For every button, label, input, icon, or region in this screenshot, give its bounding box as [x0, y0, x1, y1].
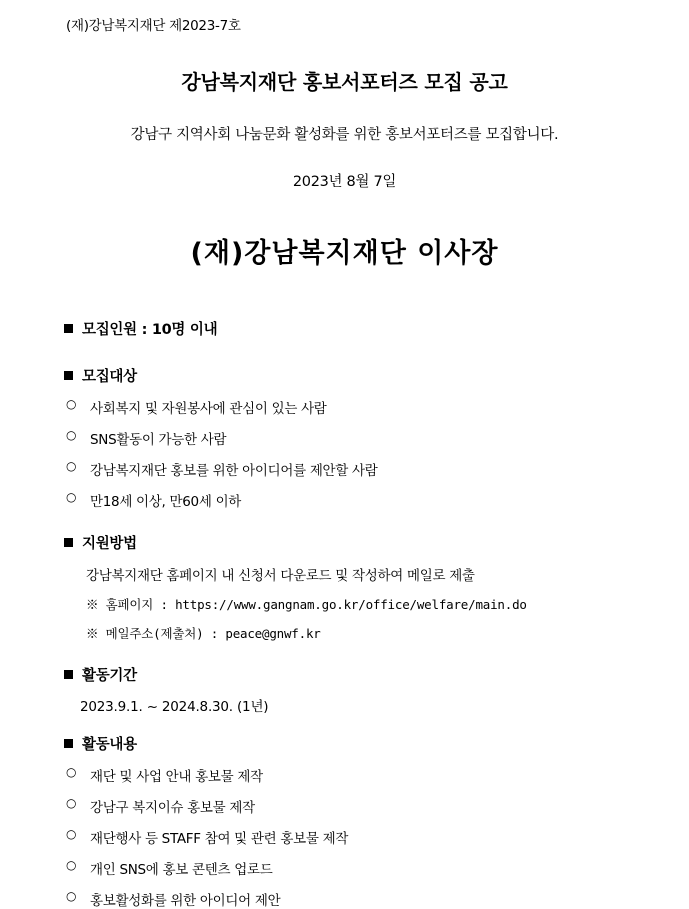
list-item: ○ 만18세 이상, 만60세 이하	[64, 490, 661, 510]
list-item: ○ 사회복지 및 자원봉사에 관심이 있는 사람	[64, 397, 661, 417]
section-how-to-apply	[64, 532, 661, 642]
section-activity-content	[64, 733, 661, 909]
square-bullet-icon	[64, 538, 73, 547]
issue-date: 2023년 8월 7일	[292, 174, 397, 190]
section-heading-label: 모집인원 : 10명 이내	[82, 322, 218, 338]
list-item: ○ 강남복지재단 홍보를 위한 아이디어를 제안할 사람	[64, 459, 661, 479]
section-heading	[64, 664, 661, 685]
square-bullet-icon	[64, 324, 73, 333]
section-activity-period	[64, 664, 661, 715]
list-item: ○ 홍보활성화를 위한 아이디어 제안	[64, 889, 661, 909]
section-heading-label: 모집대상	[82, 369, 137, 385]
page-subtitle: 강남구 지역사회 나눔문화 활성화를 위한 홍보서포터즈를 모집합니다.	[130, 127, 559, 143]
homepage-note: ※ 홈페이지 : https://www.gangnam.go.kr/office/welfare/main.do	[86, 597, 527, 612]
square-bullet-icon	[64, 670, 73, 679]
list-item: ○ SNS활동이 가능한 사람	[64, 428, 661, 448]
email-note: ※ 메일주소(제출처) : peace@gnwf.kr	[86, 626, 321, 641]
square-bullet-icon	[64, 371, 73, 380]
section-heading	[64, 318, 661, 339]
section-recruit-count	[64, 318, 661, 339]
list-item: ○ 재단행사 등 STAFF 참여 및 관련 홍보물 제작	[64, 827, 661, 847]
square-bullet-icon	[64, 739, 73, 748]
section-eligibility	[64, 365, 661, 510]
issuer-name: (재)강남복지재단 이사장	[190, 238, 499, 269]
document-body	[28, 318, 661, 909]
document-number: (재)강남복지재단 제2023-7호	[66, 18, 241, 34]
section-heading-label: 지원방법	[82, 536, 137, 552]
section-heading	[64, 733, 661, 754]
activity-period-value: 2023.9.1. ~ 2024.8.30. (1년)	[80, 699, 269, 715]
section-heading	[64, 532, 661, 553]
list-item: ○ 재단 및 사업 안내 홍보물 제작	[64, 765, 661, 785]
list-item: ○ 강남구 복지이슈 홍보물 제작	[64, 796, 661, 816]
section-heading	[64, 365, 661, 386]
activity-content-list	[64, 765, 661, 909]
apply-instruction: 강남복지재단 홈페이지 내 신청서 다운로드 및 작성하여 메일로 제출	[86, 568, 475, 584]
section-heading-label: 활동기간	[82, 668, 137, 684]
list-item: ○ 개인 SNS에 홍보 콘텐츠 업로드	[64, 858, 661, 878]
page-title: 강남복지재단 홍보서포터즈 모집 공고	[181, 70, 508, 94]
eligibility-list	[64, 397, 661, 510]
section-heading-label: 활동내용	[82, 737, 137, 753]
